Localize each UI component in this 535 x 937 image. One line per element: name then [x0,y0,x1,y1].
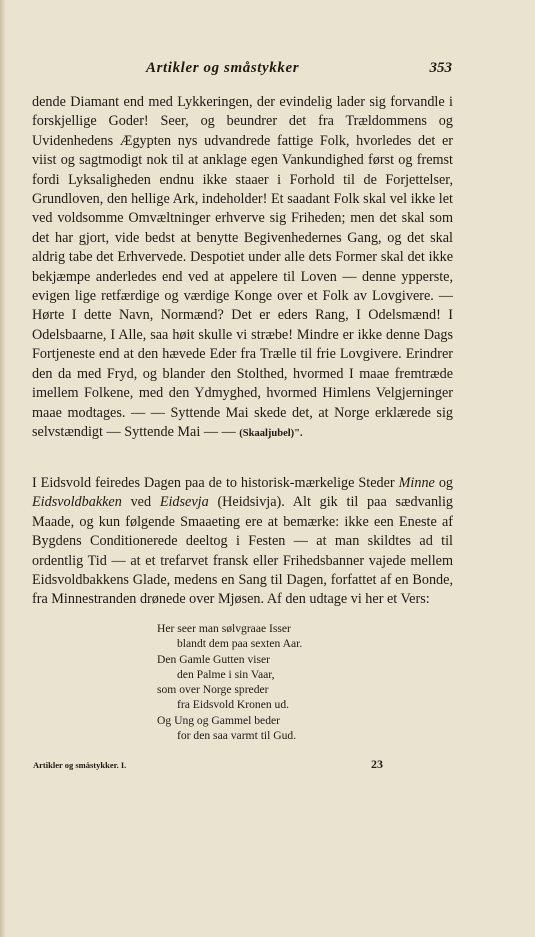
running-title: Artikler og småstykker [146,60,300,76]
paragraph-2-part-4: (Heidsivja). Alt gik til paa sædvanlig Maade, og kun følgende Smaaeting ere at bemærke: ikke een Eneste af Bygdens Conditionerede deeltog i Festen — at man skildtes ad til ordentlig Tid — at et trefarvet fransk eller Frihedsbanner vajede mellem Eidsvoldbakkens Glade, medens en Sang til Dagen, forfattet af en Bonde, fra Minnestranden drønede over Mjøsen. Af den udtage vi her et Vers: [32,494,454,608]
paragraph-2-part-3: ved [130,494,152,511]
poem-verse [157,621,377,743]
poem-line: Og Ung og Gammel beder [157,713,280,727]
page-number: 353 [429,60,452,76]
place-eidsevja: Eidsevja [159,494,209,511]
poem-line: Den Gamle Gutten viser [157,652,271,666]
place-eidsvoldbakken: Eidsvoldbakken [32,494,122,511]
sheet-number: 23 [371,757,383,771]
paragraph-2-part-2: og [438,475,454,491]
poem-line: den Palme i sin Vaar, [177,667,275,681]
poem-line: som over Norge spreder [157,683,269,697]
poem-line: for den saa varmt til Gud. [177,729,297,743]
place-minne: Minne [398,475,435,491]
paragraph-1-tail: (Skaaljubel)". [239,427,303,439]
paragraph-2 [32,474,453,610]
poem-line: blandt dem paa sexten Aar. [177,637,303,651]
footer-signature: Artikler og småstykker. I. [33,760,127,770]
page-footer [33,757,413,778]
paragraph-1 [32,93,453,443]
poem-line: fra Eidsvold Kronen ud. [177,698,290,712]
paragraph-2-part-1: I Eidsvold feiredes Dagen paa de to historisk-mærkelige Steder [32,475,395,491]
paragraph-1-text: dende Diamant end med Lykkeringen, der evindelig lader sig forvandle i forskjellige Goder! Seer, og beundrer det fra Trældommens og Uvidenhedens Ægypten nys udvandrede fattige Folk, hvorledes det er viist og sagtmodigt nok til at anklage egen Vankundighed først og fremst fordi Lyksaligheden endnu ikke staaer i Forhold til de Forjettelser, Grundloven, den hellige Ark, indeholder! Et saadant Folk skal vel ikke let ved voldsomme Omvæltninger erhverve sig Friheden; men det skal som det har gjort, vide bedst at benytte Begivenhedernes Gang, og det skal aldrig tabe det Erhvervede. Despotiet under alle dets Former skal det ikke bekjæmpe anderledes end ved at appelere til Loven — denne ypperste, evigen lige retfærdige og værdige Konge over et Folk av Lovgivere. — Hørte I dette Navn, Normænd? Det er eders Rang, I Odelsmænd! I Odelsbaarne, I Alle, saa høit skulle vi stræbe! Mindre er ikke denne Dags Fortjeneste end at den hævede Eder fra Trælle til frie Lovgivere. Erindrer den da med Fryd, og blander den Stolthed, hvormed I maae fremtræde imellem Folkene, med den Ydmyghed, hvormed Himlens Velgjerninger maae modtages. — — Syttende Mai skede det, at Norge erklærede sig selvstændigt — Syttende Mai — — [32,94,453,440]
poem-line: Her seer man sølvgraae Isser [157,622,291,635]
page-edge [0,0,6,937]
page-header [34,60,452,82]
